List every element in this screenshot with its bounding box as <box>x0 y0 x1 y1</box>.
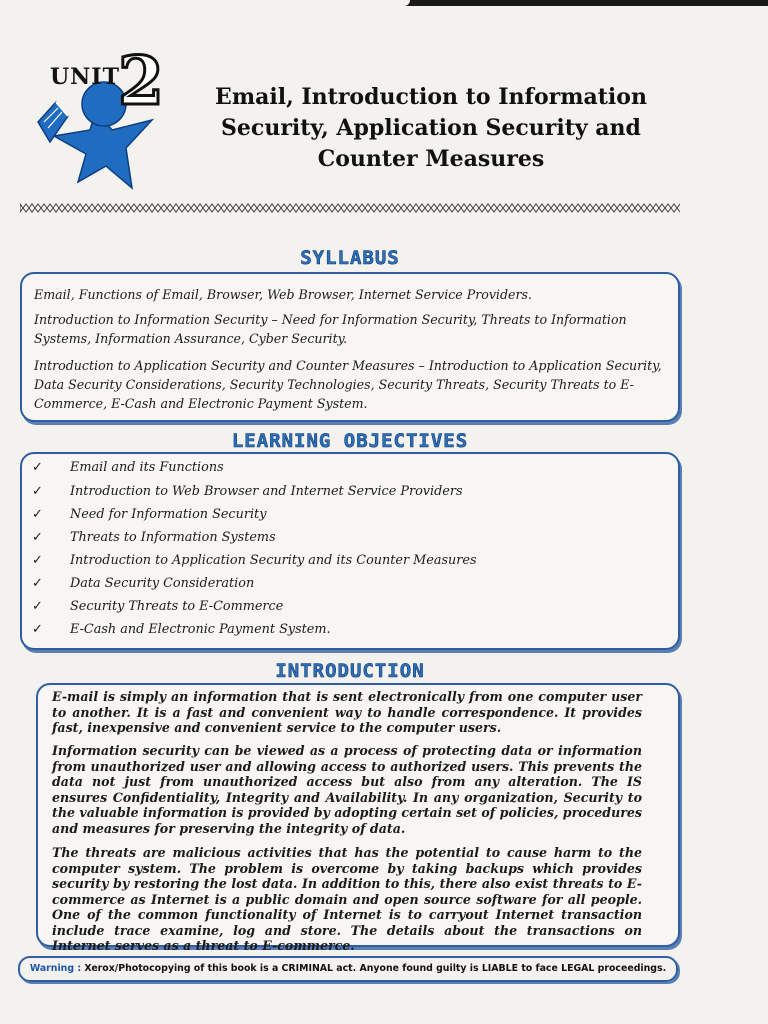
syllabus-paragraph: Email, Functions of Email, Browser, Web Browser, Internet Service Providers. <box>34 287 532 302</box>
introduction-paragraph: E-mail is simply an information that is sent electronically from one computer user to another. It is a fast and convenient way to handle correspondence. It provides fast, inexpensive and convenient service to the computer users. <box>52 689 642 735</box>
check-icon: ✓ <box>32 484 43 499</box>
objective-text: Threats to Information Systems <box>70 530 276 545</box>
introduction-paragraph: Information security can be viewed as a process of protecting data or information from unauthorized user and allowing access to authorized users. This prevents the data not just from unauthorized access but also from any alteration. The IS ensures Confidentiality, Integrity and Availability. In any organization, Security to the valuable information is provided by adopting certain set of policies, procedures and measures for preserving the integrity of data. <box>52 743 642 836</box>
check-icon: ✓ <box>32 553 43 568</box>
check-icon: ✓ <box>32 460 43 475</box>
check-icon: ✓ <box>32 507 43 522</box>
introduction-box <box>36 683 680 953</box>
check-icon: ✓ <box>32 576 43 591</box>
unit-number: 2 <box>118 42 164 120</box>
chapter-title <box>196 82 666 175</box>
syllabus-paragraph: Introduction to Application Security and Counter Measures – Introduction to Application Security, Data Security Considerations, Security Technologies, Security Threats, Security Threats to E-Commerce, E-Cash and Electronic Payment System. <box>34 358 662 411</box>
objective-text: Email and its Functions <box>70 460 224 475</box>
objectives-heading: LEARNING OBJECTIVES <box>231 430 469 452</box>
warning-banner <box>18 956 678 982</box>
objective-text: Security Threats to E-Commerce <box>70 599 284 614</box>
check-icon: ✓ <box>32 622 43 637</box>
title-line: Security, Application Security and <box>221 115 641 141</box>
introduction-paragraph: The threats are malicious activities that has the potential to cause harm to the computer system. The problem is overcome by taking backups which provides security by restoring the lost data. In addition to this, there also exist threats to E-commerce as Internet is a public domain and open source software for all people. One of the common functionality of Internet is to carryout Internet transaction include trace examine, log and store. The details about the transactions on Internet serves as a threat to E-commerce. <box>52 845 642 953</box>
warning-label: Warning : <box>29 963 82 974</box>
unit-logo <box>34 42 184 196</box>
objective-text: Need for Information Security <box>70 507 267 522</box>
zigzag-divider <box>20 201 680 215</box>
objective-text: Data Security Consideration <box>70 576 255 591</box>
objectives-box <box>20 452 680 650</box>
title-line: Counter Measures <box>317 146 545 172</box>
objective-text: Introduction to Web Browser and Internet Service Providers <box>70 484 463 499</box>
page-top-edge <box>0 0 768 6</box>
check-icon: ✓ <box>32 599 43 614</box>
unit-label: UNIT <box>50 64 120 90</box>
syllabus-paragraph: Introduction to Information Security – Need for Information Security, Threats to Information Systems, Information Assurance, Cyber Security. <box>34 312 627 346</box>
objective-text: E-Cash and Electronic Payment System. <box>70 622 331 637</box>
warning-text: Xerox/Photocopying of this book is a CRIMINAL act. Anyone found guilty is LIABLE to face LEGAL proceedings. <box>84 963 667 974</box>
introduction-heading: INTRODUCTION <box>275 660 425 682</box>
objective-text: Introduction to Application Security and its Counter Measures <box>70 553 477 568</box>
syllabus-heading: SYLLABUS <box>300 247 400 269</box>
check-icon: ✓ <box>32 530 43 545</box>
title-line: Email, Introduction to Information <box>215 84 647 110</box>
syllabus-box <box>20 272 680 422</box>
